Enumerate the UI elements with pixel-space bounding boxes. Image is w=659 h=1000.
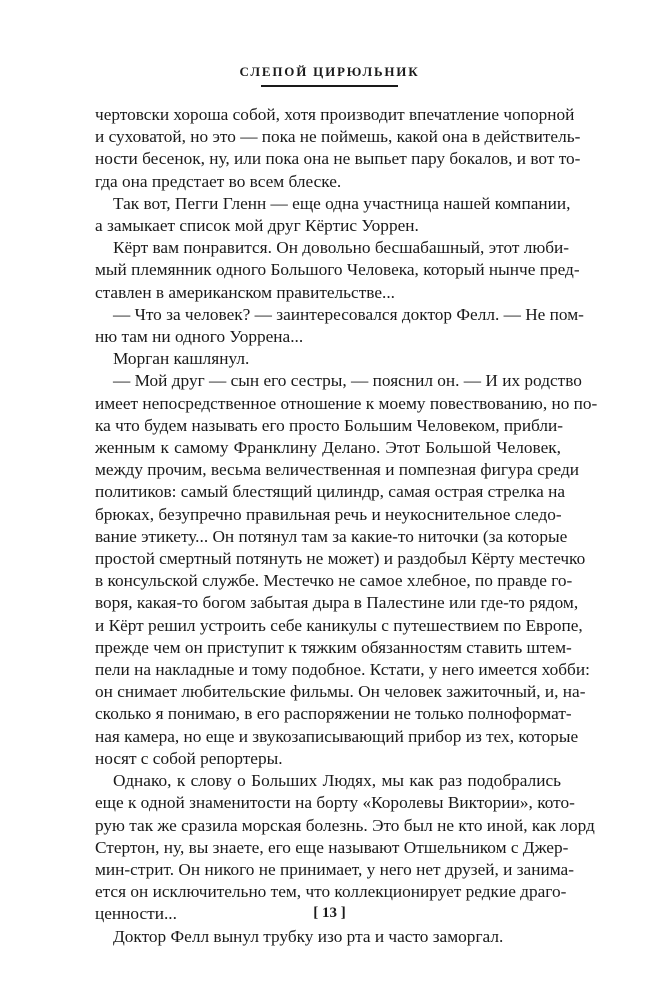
text-line: а замыкает список мой друг Кёртис Уоррен.: [95, 216, 419, 236]
text-line: женным к самому Франклину Делано. Этот Большой Человек,: [95, 438, 561, 458]
text-line: — Мой друг — сын его сестры, — пояснил он. — И их родство: [113, 371, 582, 391]
body-text: [95, 104, 598, 948]
text-line: еще к одной знаменитости на борту «Королевы Виктории», кото-: [95, 793, 575, 813]
text-line: мин-стрит. Он никого не принимает, у него нет друзей, и занима-: [95, 859, 574, 879]
text-line: ется он исключительно тем, что коллекционирует редкие драго-: [95, 882, 567, 902]
text-line: между прочим, весьма величественная и помпезная фигура среди: [95, 460, 580, 480]
text-line: простой смертный потянуть не может) и раздобыл Кёрту местечко: [95, 549, 586, 569]
text-line: — Что за человек? — заинтересовался доктор Фелл. — Не пом-: [113, 304, 584, 324]
text-line: Однако, к слову о Больших Людях, мы как раз подобрались: [113, 771, 561, 791]
text-line: гда она предстает во всем блеске.: [95, 171, 342, 191]
text-line: он снимает любительские фильмы. Он человек зажиточный, и, на-: [95, 682, 586, 702]
text-line: ценности...: [95, 904, 177, 924]
text-line: и суховатой, но это — пока не поймешь, какой она в действитель-: [95, 127, 581, 147]
text-line: рую так же сразила морская болезнь. Это был не кто иной, как лорд: [95, 815, 595, 835]
text-line: носят с собой репортеры.: [95, 748, 283, 768]
text-line: сколько я понимаю, в его распоряжении не только полноформат-: [95, 704, 572, 724]
text-line: пели на накладные и тому подобное. Кстати, у него имеется хобби:: [95, 660, 590, 680]
running-head-rule: [261, 85, 398, 87]
text-line: в консульской службе. Местечко не самое хлебное, по правде го-: [95, 571, 573, 591]
text-line: и Кёрт решил устроить себе каникулы с путешествием по Европе,: [95, 615, 583, 635]
text-line: Стертон, ну, вы знаете, его еще называют Отшельником с Джер-: [95, 837, 569, 857]
text-line: чертовски хороша собой, хотя производит впечатление чопорной: [95, 105, 575, 124]
text-line: ню там ни одного Уоррена...: [95, 327, 304, 347]
text-line: Кёрт вам понравится. Он довольно бесшабашный, этот люби-: [113, 238, 570, 258]
page-number: [ 13 ]: [313, 905, 346, 921]
text-line: воря, какая-то богом забытая дыра в Палестине или где-то рядом,: [95, 593, 579, 613]
text-line: имеет непосредственное отношение к моему повествованию, но по-: [95, 393, 598, 413]
text-line: брюках, безупречно правильная речь и неукоснительное следо-: [95, 504, 562, 524]
text-line: ности бесенок, ну, или пока она не выпьет пару бокалов, и вот то-: [95, 149, 581, 169]
text-line: политиков: самый блестящий цилиндр, самая острая стрелка на: [95, 482, 566, 502]
text-line: мый племянник одного Большого Человека, который нынче пред-: [95, 260, 580, 280]
text-line: Доктор Фелл вынул трубку изо рта и часто заморгал.: [113, 926, 504, 946]
text-line: ставлен в американском правительстве...: [95, 282, 395, 302]
text-line: прежде чем он приступит к тяжким обязанностям ставить штем-: [95, 637, 572, 657]
text-line: ная камера, но еще и звукозаписывающий прибор из тех, которые: [95, 726, 579, 746]
text-line: Морган кашлянул.: [113, 349, 250, 369]
text-line: ка что будем называть его просто Большим Человеком, прибли-: [95, 415, 564, 435]
text-line: вание этикету... Он потянул там за какие-то ниточки (за которые: [95, 526, 568, 546]
running-head: СЛЕПОЙ ЦИРЮЛЬНИК: [239, 64, 420, 79]
text-line: Так вот, Пегги Гленн — еще одна участница нашей компании,: [113, 193, 571, 213]
